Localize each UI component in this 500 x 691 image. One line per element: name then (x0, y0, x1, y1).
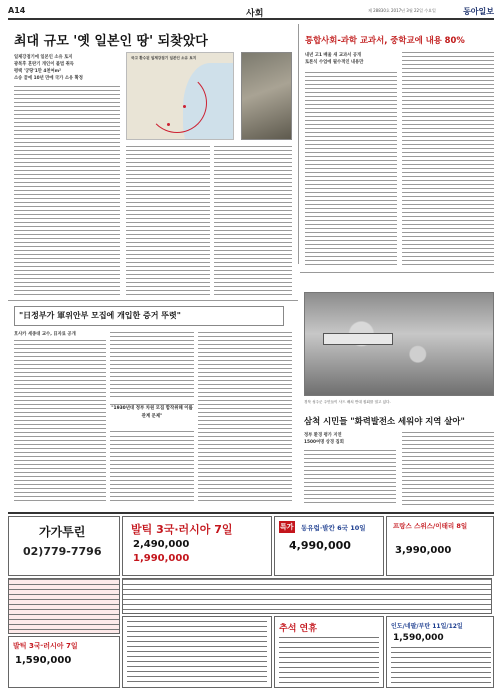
ad-schedule-table (279, 637, 379, 685)
ad-schedule-table (391, 647, 491, 685)
story2-headline: 통합사회-과학 교과서, 중학교에 내용 80% (305, 35, 465, 45)
section-divider (300, 272, 494, 273)
ad-listing-mid[interactable] (122, 578, 492, 614)
story3-body-col1 (14, 340, 106, 504)
story1-subhead: 일제강점기에 일본인 소유 토지 (14, 55, 73, 60)
story1-subhead: 광복후 혼란기 개인이 불법 취득 (14, 62, 74, 67)
story1-body-col3 (214, 146, 292, 296)
ad-baltic-bottom[interactable] (8, 636, 120, 688)
ad-price: 1,590,000 (393, 633, 444, 643)
story1-subhead: 소송 끝에 10년 만에 국가 소유 확정 (14, 76, 83, 81)
ad-title: 발틱 3국·러시아 7일 (131, 523, 233, 536)
ad-france[interactable] (386, 516, 494, 576)
ad-eastern-europe[interactable] (274, 516, 384, 576)
protest-banner (323, 333, 393, 345)
ad-chuseok[interactable] (274, 616, 384, 688)
newspaper-logo: 동아일보 (463, 6, 494, 16)
ad-india[interactable] (386, 616, 494, 688)
story4-headline: 삼척 시민들 "화력발전소 세워야 지역 살아" (304, 416, 465, 426)
story2-subhead: 내년 고1 배울 새 교과서 공개 (305, 53, 362, 58)
map-figure (126, 52, 234, 140)
story1-body-col2 (126, 146, 210, 296)
ad-price: 3,990,000 (395, 545, 452, 556)
story3-pullquote: "1930년대 정부 차원 모집 합작위해 이를 관계 문제" (110, 404, 194, 432)
ad-phone: 02)779-7796 (23, 545, 102, 558)
section-divider (8, 300, 298, 301)
issue-date: 제 28830호 2017년 3월 22일 수요일 (368, 8, 436, 13)
story1-headline: 최대 규모 '옛 일본인 땅' 되찾았다 (14, 34, 208, 49)
ad-listing-red[interactable] (8, 578, 120, 634)
story4-body-col1 (304, 450, 396, 506)
ad-baltic-mid[interactable] (122, 616, 272, 688)
story3-body-col3 (110, 436, 194, 504)
column-divider (298, 24, 299, 264)
map-caption: 국고 환수된 일제강점기 일본인 소유 토지 (131, 56, 197, 60)
ad-brand: 가가투린 (39, 525, 86, 539)
map-marker (183, 105, 186, 108)
story4-subhead: 1500여명 상경 집회 (304, 440, 344, 445)
section-title: 사회 (246, 9, 264, 19)
ad-gagatourin[interactable] (8, 516, 120, 576)
story1-photo (241, 52, 292, 140)
page-number: A14 (8, 6, 26, 15)
story1-body-col1 (14, 86, 120, 296)
ads-section (8, 512, 494, 688)
story1-subheads (14, 54, 122, 82)
story3-headline: "日정부가 軍위안부 모집에 개입한 증거 뚜렷" (14, 306, 284, 326)
story4-body-col2 (402, 432, 494, 506)
story1-subhead: 평택 '궁땅'1만 4천여m² (14, 69, 62, 74)
story3-body-col2 (110, 332, 194, 400)
story2-body-col1 (305, 72, 397, 268)
page-header (8, 6, 494, 20)
story4-photo-caption: 경북 성주군 주민들이 사드 배치 반대 집회를 열고 있다. (304, 400, 391, 404)
story2-subheads (305, 52, 397, 66)
ad-title: 발틱 3국·러시아 7일 (13, 642, 78, 650)
ad-title: 프랑스 스위스/이태리 8일 (393, 522, 468, 530)
ad-title: 동유럽·발칸 6국 10일 (301, 524, 366, 532)
story2-body-col2 (402, 52, 494, 268)
ad-tag: 추석 연휴 (279, 624, 317, 634)
story3-body-col4 (198, 332, 292, 504)
ad-title: 인도/네팔/부탄 11일/12일 (391, 623, 463, 630)
story4-subhead: 정부 환경 평가 지연 (304, 433, 342, 438)
ad-price: 1,990,000 (133, 553, 190, 564)
story2-subhead: 토론식 수업에 필수적인 내용만 (305, 60, 364, 65)
story4-subheads (304, 432, 396, 446)
story4-photo (304, 292, 494, 396)
story3-subhead: 호사카 세종대 교수, 日자료 공개 (14, 332, 76, 337)
ad-price: 4,990,000 (289, 539, 351, 552)
ad-schedule-table (127, 621, 267, 683)
ad-price: 2,490,000 (133, 539, 190, 550)
route-line (147, 73, 207, 133)
ad-price: 1,590,000 (15, 655, 72, 666)
ad-tag: 특가 (280, 523, 294, 531)
map-marker (167, 123, 170, 126)
ad-baltic-top[interactable] (122, 516, 272, 576)
